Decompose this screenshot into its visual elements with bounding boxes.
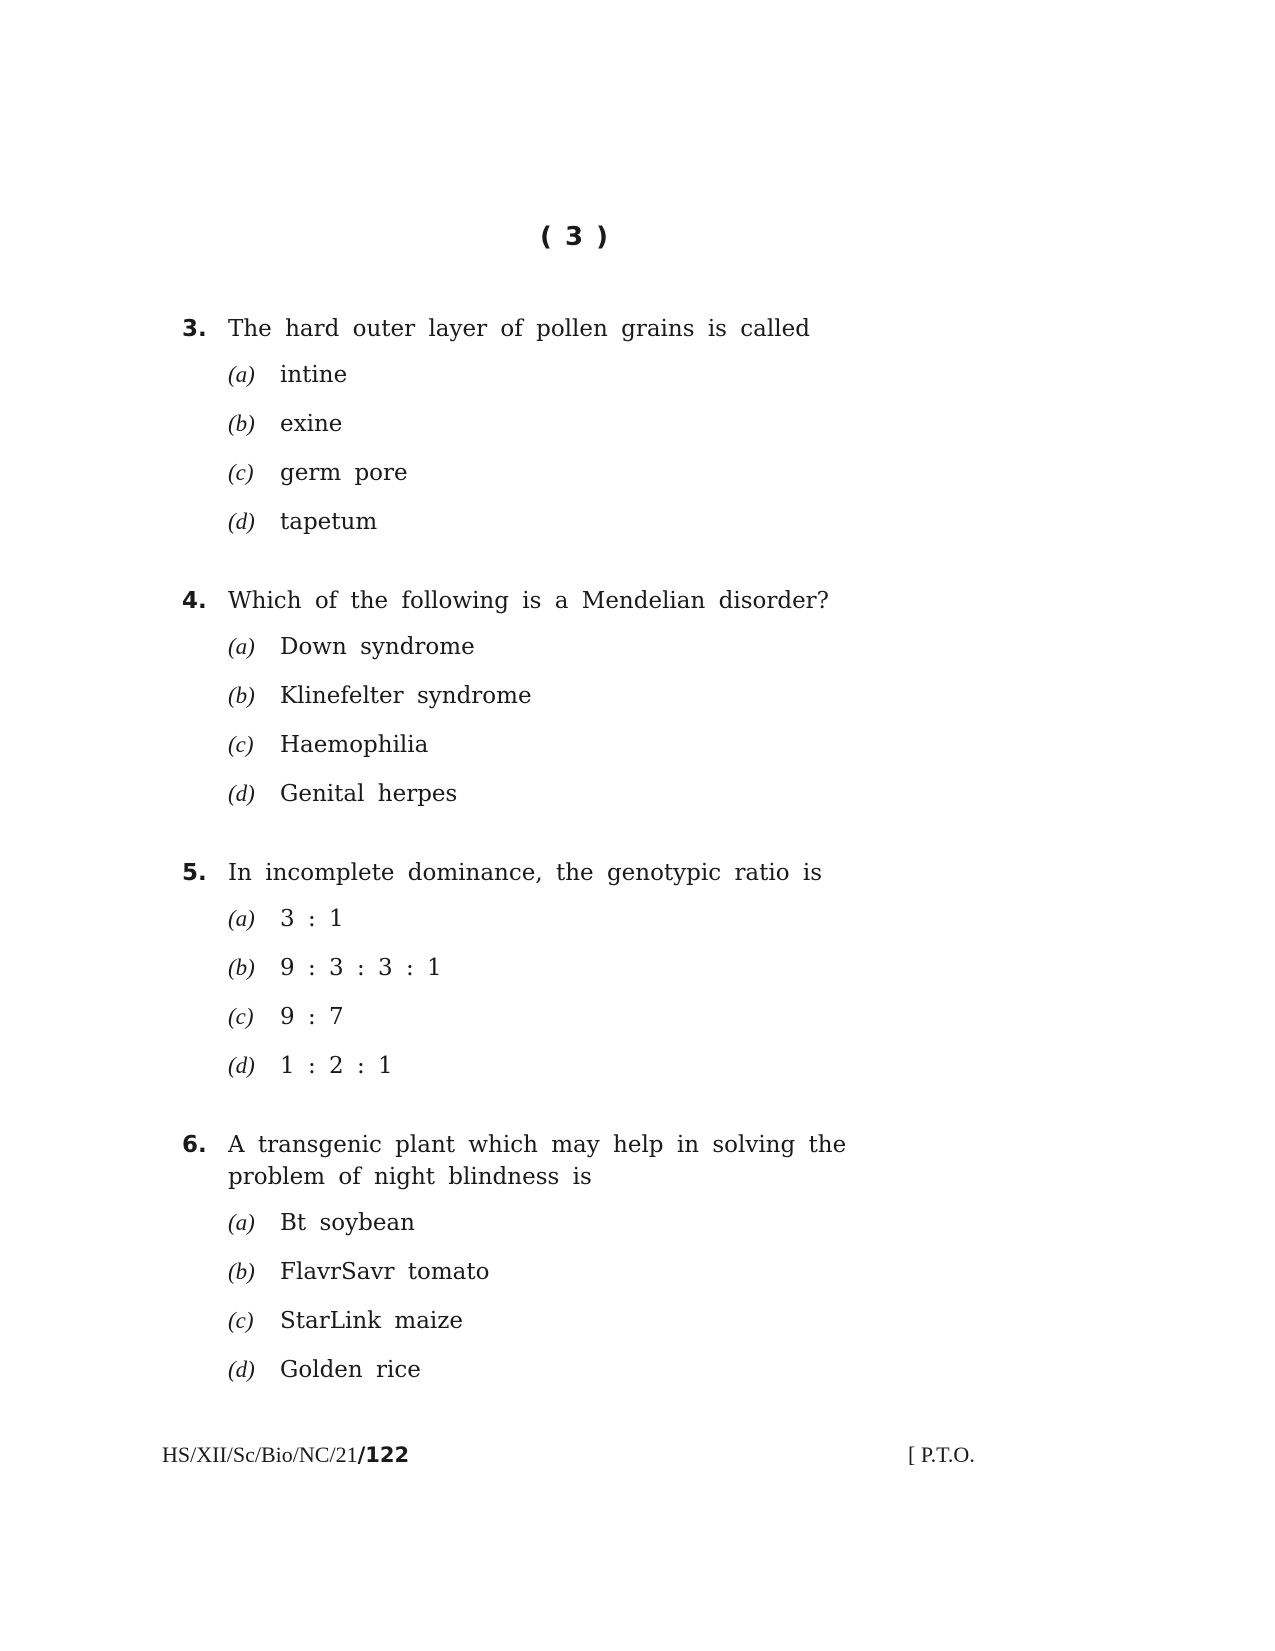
question-3	[182, 313, 942, 555]
option-label: (d)	[228, 1053, 255, 1078]
option-text: 9 : 3 : 3 : 1	[280, 955, 442, 981]
option-text: Genital herpes	[280, 781, 458, 807]
question-number: 3.	[182, 316, 207, 342]
question-6	[182, 1129, 942, 1403]
question-number: 4.	[182, 588, 207, 614]
options-list	[228, 1207, 942, 1403]
options-list	[228, 359, 942, 555]
option-text: StarLink maize	[280, 1308, 464, 1334]
option-label: (a)	[228, 906, 255, 931]
option-a	[228, 631, 942, 680]
option-text: Down syndrome	[280, 634, 475, 660]
option-d	[228, 1050, 942, 1099]
option-label: (d)	[228, 781, 255, 806]
option-text: 3 : 1	[280, 906, 344, 932]
option-label: (a)	[228, 634, 255, 659]
option-b	[228, 680, 942, 729]
pto-marker: [ P.T.O.	[908, 1442, 975, 1467]
option-text: exine	[280, 411, 343, 437]
option-a	[228, 903, 942, 952]
option-text: FlavrSavr tomato	[280, 1259, 490, 1285]
option-label: (c)	[228, 1004, 254, 1029]
option-label: (b)	[228, 1259, 255, 1284]
option-text: Golden rice	[280, 1357, 421, 1383]
option-text: germ pore	[280, 460, 408, 486]
option-c	[228, 457, 942, 506]
option-label: (c)	[228, 1308, 254, 1333]
option-label: (c)	[228, 732, 254, 757]
option-label: (b)	[228, 411, 255, 436]
question-number: 5.	[182, 860, 207, 886]
question-text: The hard outer layer of pollen grains is called	[228, 316, 810, 342]
option-label: (b)	[228, 955, 255, 980]
question-text: Which of the following is a Mendelian disorder?	[228, 588, 830, 614]
option-d	[228, 1354, 942, 1403]
option-b	[228, 952, 942, 1001]
option-d	[228, 778, 942, 827]
option-text: 9 : 7	[280, 1004, 344, 1030]
option-label: (b)	[228, 683, 255, 708]
option-label: (c)	[228, 460, 254, 485]
option-c	[228, 1305, 942, 1354]
question-4	[182, 585, 942, 827]
page-number: ( 3 )	[540, 222, 610, 252]
option-a	[228, 1207, 942, 1256]
question-5	[182, 857, 942, 1099]
option-label: (d)	[228, 509, 255, 534]
question-number: 6.	[182, 1132, 207, 1158]
option-text: Haemophilia	[280, 732, 429, 758]
question-text: In incomplete dominance, the genotypic ratio is	[228, 860, 823, 886]
option-text: 1 : 2 : 1	[280, 1053, 393, 1079]
option-d	[228, 506, 942, 555]
options-list	[228, 631, 942, 827]
option-c	[228, 1001, 942, 1050]
option-label: (a)	[228, 362, 255, 387]
option-b	[228, 408, 942, 457]
option-label: (d)	[228, 1357, 255, 1382]
option-a	[228, 359, 942, 408]
option-text: Klinefelter syndrome	[280, 683, 532, 709]
paper-code	[162, 1442, 409, 1468]
option-c	[228, 729, 942, 778]
option-text: intine	[280, 362, 348, 388]
paper-code-suffix: /122	[357, 1443, 410, 1467]
option-b	[228, 1256, 942, 1305]
question-text: A transgenic plant which may help in solving the problem of night blindness is	[228, 1132, 847, 1190]
option-text: Bt soybean	[280, 1210, 415, 1236]
option-label: (a)	[228, 1210, 255, 1235]
option-text: tapetum	[280, 509, 378, 535]
options-list	[228, 903, 942, 1099]
paper-code-text: HS/XII/Sc/Bio/NC/21	[162, 1442, 358, 1467]
